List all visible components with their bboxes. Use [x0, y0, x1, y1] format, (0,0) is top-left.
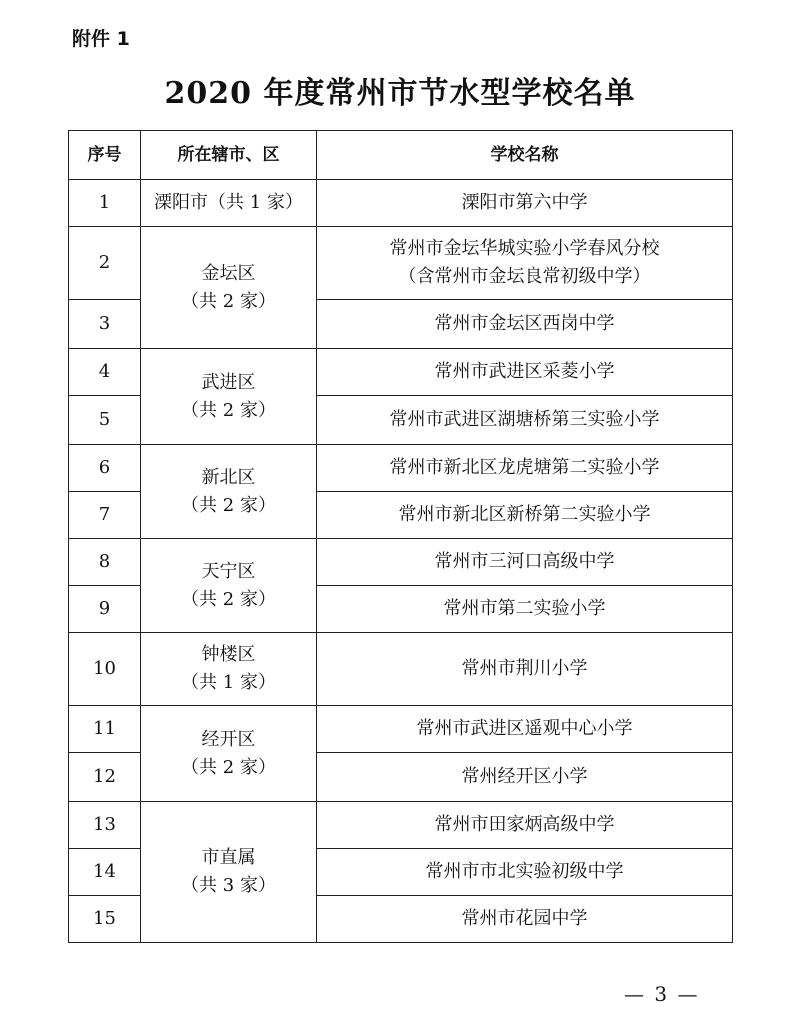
district-count: （共 2 家）	[181, 399, 276, 421]
serial-number: 2	[69, 227, 141, 300]
serial-number: 14	[69, 849, 141, 896]
school-name: 常州市市北实验初级中学	[317, 849, 733, 896]
school-name: 常州市田家炳高级中学	[317, 802, 733, 849]
district-name: 钟楼区	[201, 644, 256, 666]
serial-number: 5	[69, 396, 141, 445]
header-school-name: 学校名称	[317, 131, 733, 180]
district-count: （共 2 家）	[181, 756, 276, 778]
district-name: 武进区	[201, 371, 256, 393]
school-note: （含常州市金坛良常初级中学）	[398, 266, 651, 287]
school-name: 常州市金坛华城实验小学春风分校	[389, 238, 660, 260]
district-cell	[141, 802, 317, 943]
school-name: 常州市新北区龙虎塘第二实验小学	[317, 445, 733, 492]
school-name: 常州市金坛区西岗中学	[317, 300, 733, 349]
attachment-label: 附件 1	[72, 28, 130, 50]
page-number: — 3 —	[624, 982, 700, 1006]
table-row	[69, 227, 733, 300]
district-name: 经开区	[201, 728, 256, 750]
school-name: 常州市三河口高级中学	[317, 539, 733, 586]
serial-number: 7	[69, 492, 141, 539]
district-count: （共 3 家）	[181, 875, 276, 896]
serial-number: 15	[69, 896, 141, 943]
district-cell	[141, 539, 317, 633]
table-row	[69, 180, 733, 227]
district-cell: 溧阳市（共 1 家）	[141, 180, 317, 227]
district-name: 市直属	[201, 847, 256, 869]
district-count: （共 2 家）	[181, 494, 276, 516]
district-count: （共 2 家）	[181, 588, 276, 610]
table-header-row	[69, 131, 733, 180]
district-cell	[141, 633, 317, 706]
serial-number: 11	[69, 706, 141, 753]
serial-number: 4	[69, 349, 141, 396]
district-cell	[141, 706, 317, 802]
school-name: 常州市武进区遥观中心小学	[317, 706, 733, 753]
district-name: 新北区	[201, 466, 256, 488]
table-row	[69, 706, 733, 753]
district-count: （共 1 家）	[181, 672, 276, 693]
header-serial-number: 序号	[69, 131, 141, 180]
district-count: （共 2 家）	[181, 290, 276, 312]
school-name: 常州市武进区湖塘桥第三实验小学	[317, 396, 733, 445]
serial-number: 12	[69, 753, 141, 802]
table-row	[69, 349, 733, 396]
serial-number: 6	[69, 445, 141, 492]
district-cell	[141, 349, 317, 445]
serial-number: 9	[69, 586, 141, 633]
serial-number: 3	[69, 300, 141, 349]
table-row	[69, 539, 733, 586]
school-name: 常州市武进区采菱小学	[317, 349, 733, 396]
school-name-cell	[317, 227, 733, 300]
school-name: 常州市花园中学	[317, 896, 733, 943]
table-row	[69, 445, 733, 492]
district-cell	[141, 227, 317, 349]
school-name: 常州市新北区新桥第二实验小学	[317, 492, 733, 539]
district-cell	[141, 445, 317, 539]
school-name: 常州经开区小学	[317, 753, 733, 802]
table-row	[69, 802, 733, 849]
serial-number: 13	[69, 802, 141, 849]
school-name: 常州市第二实验小学	[317, 586, 733, 633]
table-row	[69, 633, 733, 706]
page-title: 2020 年度常州市节水型学校名单	[164, 76, 636, 111]
school-name: 常州市荆川小学	[317, 633, 733, 706]
serial-number: 8	[69, 539, 141, 586]
school-list-table	[68, 130, 733, 943]
serial-number: 1	[69, 180, 141, 227]
district-name: 天宁区	[201, 560, 256, 582]
district-name: 金坛区	[201, 262, 256, 284]
header-district: 所在辖市、区	[141, 131, 317, 180]
school-name: 溧阳市第六中学	[317, 180, 733, 227]
serial-number: 10	[69, 633, 141, 706]
